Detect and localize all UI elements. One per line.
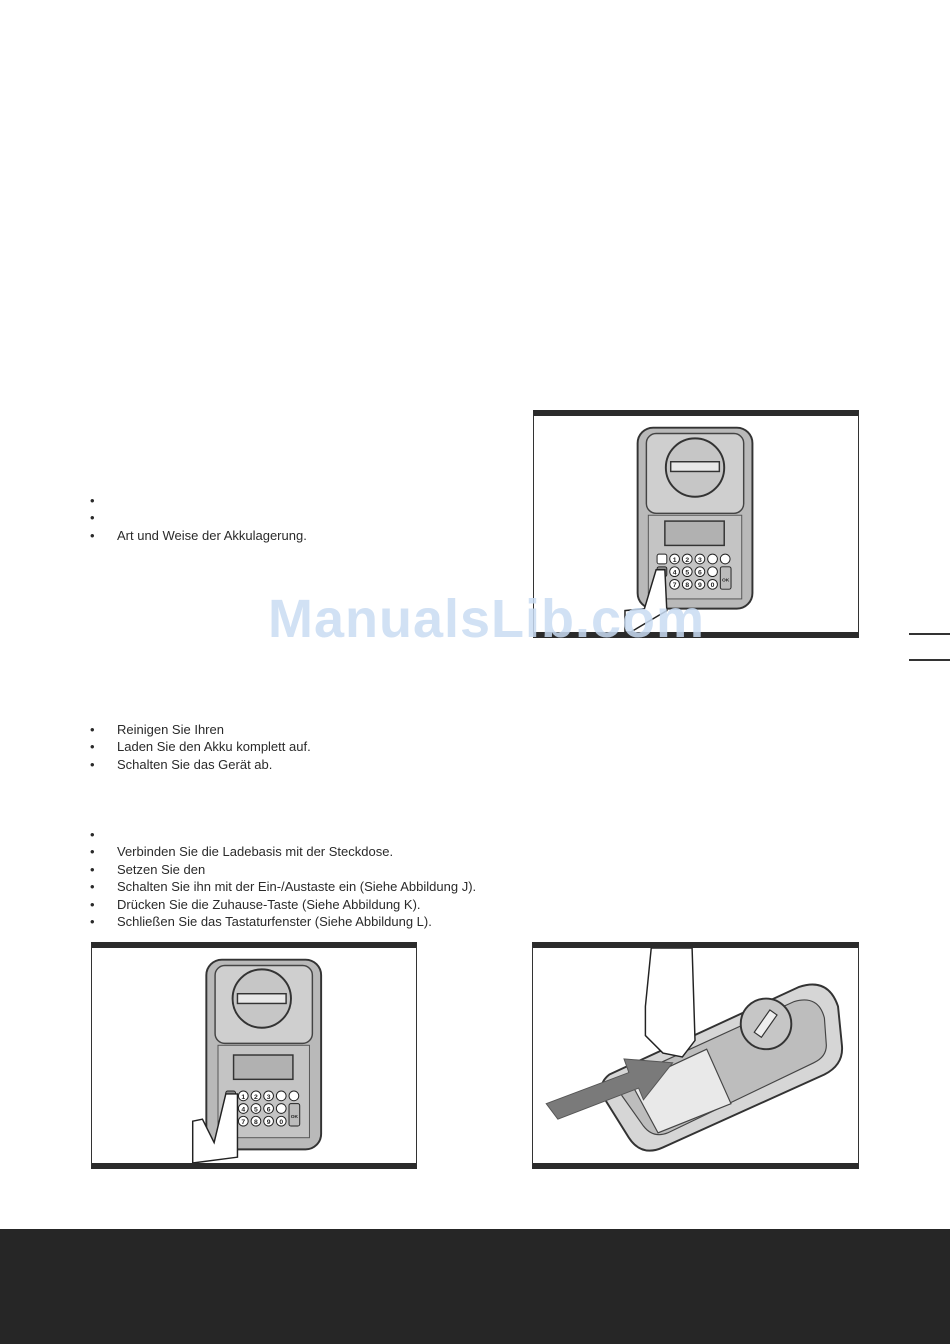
key-4: 4 — [672, 569, 677, 577]
list-item: • Schalten Sie ihn mit der Ein-/Austaste ein (Siehe Abbildung J). — [90, 879, 477, 895]
key-4: 4 — [241, 1106, 246, 1114]
bullet-list-after-storage — [0, 826, 476, 930]
key-0: 0 — [710, 582, 715, 590]
hand-icon — [645, 948, 695, 1057]
list-item: • — [90, 510, 95, 526]
key-3: 3 — [698, 556, 702, 564]
key-9: 9 — [266, 1119, 271, 1127]
list-item: • Laden Sie den Akku komplett auf. — [90, 739, 311, 755]
robot-top-view-illustration — [533, 948, 858, 1163]
key-ok: OK — [290, 1115, 299, 1121]
key-9: 9 — [698, 582, 702, 590]
bullet-text: Verbinden Sie die Ladebasis mit der Steckdose. — [117, 844, 394, 860]
list-item: • Drücken Sie die Zuhause-Taste (Siehe Abbildung K). — [90, 896, 421, 912]
list-item: • Reinigen Sie Ihren — [90, 722, 224, 737]
list-item: • Setzen Sie den — [90, 861, 206, 877]
key-8: 8 — [685, 582, 690, 590]
key-3: 3 — [266, 1093, 271, 1101]
key-5: 5 — [254, 1106, 258, 1114]
key-7: 7 — [241, 1119, 246, 1127]
figure-close-keypad-window — [532, 942, 859, 1169]
list-item: • — [90, 827, 95, 842]
key-ok: OK — [722, 578, 730, 584]
key-1: 1 — [241, 1093, 246, 1101]
list-item: • Art und Weise der Akkulagerung. — [90, 527, 307, 543]
bullet-list-before-storage — [0, 721, 311, 773]
bullet-list-storage — [0, 492, 307, 544]
key-2: 2 — [685, 556, 690, 564]
key-0: 0 — [279, 1119, 284, 1127]
side-tab-rule — [909, 633, 950, 635]
key-6: 6 — [266, 1106, 271, 1114]
key-2: 2 — [254, 1093, 258, 1101]
bullet-text: Setzen Sie den — [117, 861, 206, 877]
list-item: • Schalten Sie das Gerät ab. — [90, 756, 273, 772]
bullet-text: Reinigen Sie Ihren — [117, 722, 224, 737]
bullet-text: Drücken Sie die Zuhause-Taste (Siehe Abbildung K). — [117, 896, 421, 912]
bullet-text: Schließen Sie das Tastaturfenster (Siehe Abbildung L). — [117, 913, 432, 929]
side-tab-rule — [909, 659, 950, 661]
robot-keypad-illustration — [92, 948, 416, 1163]
watermark: ManualsLib.com — [268, 589, 706, 649]
key-6: 6 — [698, 569, 702, 577]
bullet-text: Schalten Sie ihn mit der Ein-/Austaste ein (Siehe Abbildung J). — [117, 879, 477, 895]
bullet-text: Art und Weise der Akkulagerung. — [117, 527, 307, 543]
bullet-text: Laden Sie den Akku komplett auf. — [117, 739, 311, 755]
key-8: 8 — [254, 1119, 258, 1127]
bullet-text: Schalten Sie das Gerät ab. — [117, 756, 273, 772]
figure-keypad-power — [91, 942, 417, 1169]
key-5: 5 — [685, 569, 690, 577]
key-7: 7 — [672, 582, 677, 590]
footer-band — [0, 1229, 950, 1344]
list-item: • — [90, 493, 95, 508]
key-1: 1 — [672, 556, 677, 564]
list-item: • Schließen Sie das Tastaturfenster (Siehe Abbildung L). — [90, 913, 432, 929]
list-item: • Verbinden Sie die Ladebasis mit der Steckdose. — [90, 844, 394, 860]
